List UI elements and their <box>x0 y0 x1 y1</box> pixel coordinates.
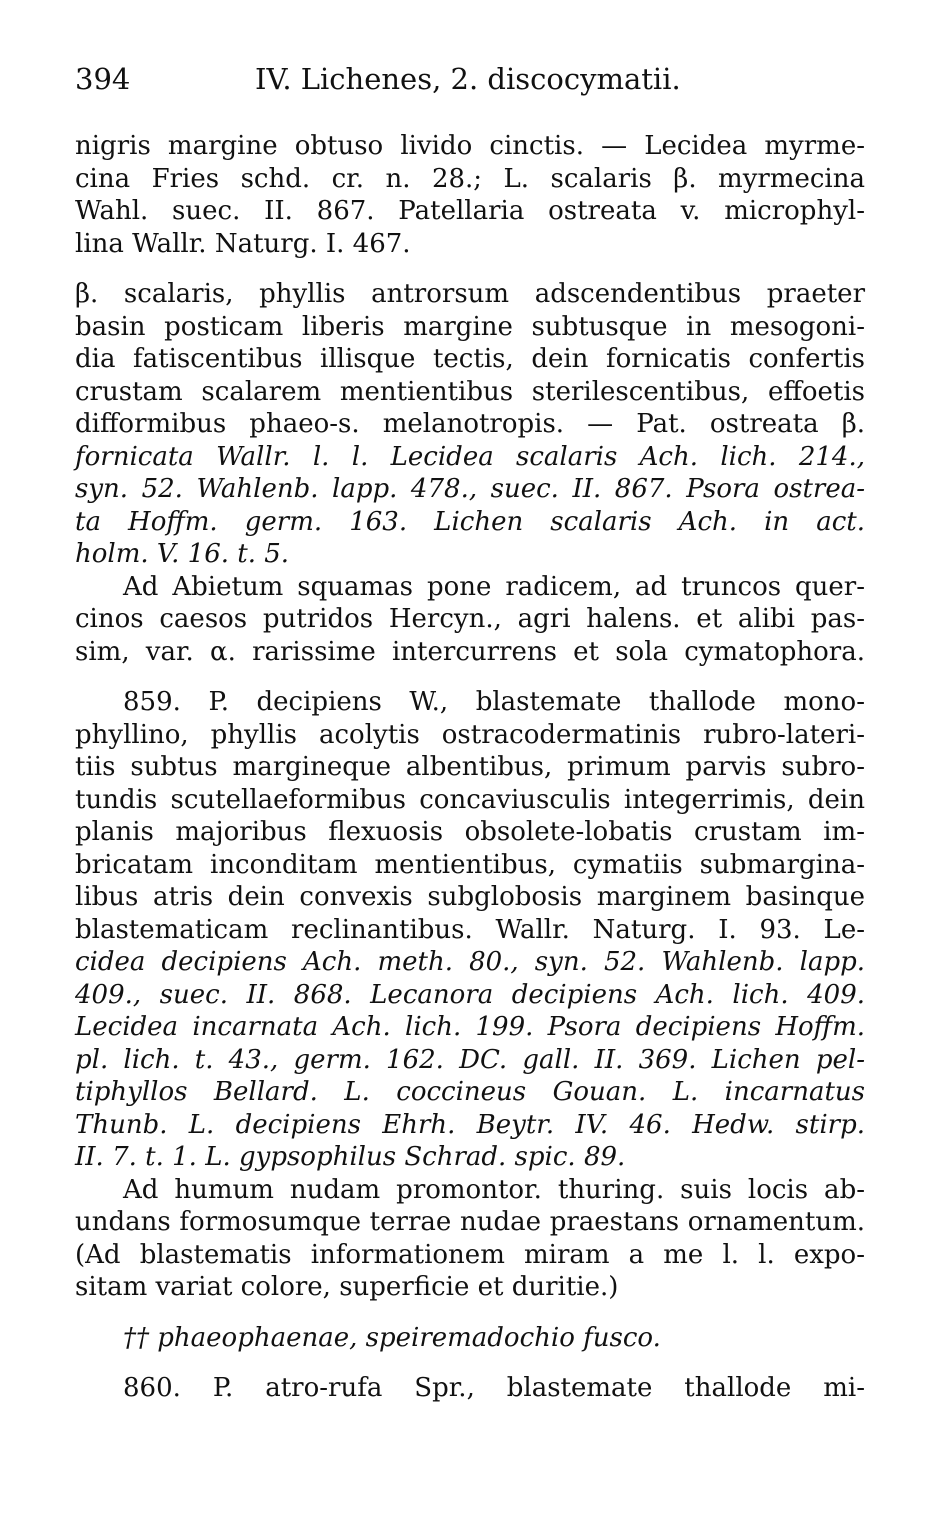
text-line: nigris margine obtuso livido cinctis. — Lecidea myrme- <box>75 131 865 161</box>
species-heading: 860. P. atro-rufa Spr., blastemate thallode mi- <box>123 1373 865 1403</box>
text-line: undans formosumque terrae nudae praestans ornamentum. <box>75 1207 865 1237</box>
text-line: bricatam inconditam mentientibus, cymatiis submargina- <box>75 849 865 880</box>
text-line: Lecidea incarnata Ach. lich. 199. Psora decipiens Hoffm. <box>75 1012 865 1042</box>
page-number: 394 <box>75 62 131 96</box>
text-line: tundis scutellaeformibus concaviusculis integerrimis, dein <box>75 784 865 815</box>
text-line: difformibus phaeo-s. melanotropis. — Pat. ostreata β. <box>75 409 865 439</box>
text-line: sim, var. α. rarissime intercurrens et sola cymatophora. <box>75 636 865 667</box>
text-line: ta Hoffm. germ. 163. Lichen scalaris Ach. in act. <box>75 506 865 537</box>
text-line: sitam variat colore, superficie et duritie.) <box>75 1272 619 1302</box>
text-line: dia fatiscentibus illisque tectis, dein fornicatis confertis <box>75 344 865 374</box>
text-line: pl. lich. t. 43., germ. 162. DC. gall. II. 369. Lichen pel- <box>75 1044 865 1075</box>
running-title: IV. Lichenes, 2. discocymatii. <box>255 62 681 96</box>
text-line: β. scalaris, phyllis antrorsum adscendentibus praeter <box>75 279 865 309</box>
text-line: (Ad blastematis informationem miram a me l. l. expo- <box>75 1239 865 1270</box>
text-line: basin posticam liberis margine subtusque in mesogoni- <box>75 311 865 342</box>
text-line: cidea decipiens Ach. meth. 80., syn. 52. Wahlenb. lapp. <box>75 947 865 977</box>
text-line: blastematicam reclinantibus. Wallr. Naturg. I. 93. Le- <box>75 914 865 945</box>
text-line: holm. V. 16. t. 5. <box>75 539 290 569</box>
body-text <box>75 130 865 1405</box>
species-heading: 859. P. decipiens W., blastemate thallode mono- <box>123 687 865 717</box>
text-line: lina Wallr. Naturg. I. 467. <box>75 228 411 259</box>
text-line: 409., suec. II. 868. Lecanora decipiens Ach. lich. 409. <box>75 979 865 1010</box>
page-header <box>75 62 865 102</box>
text-line: planis majoribus flexuosis obsolete-lobatis crustam im- <box>75 817 865 847</box>
text-line: tiis subtus margineque albentibus, primum parvis subro- <box>75 752 865 782</box>
text-line: libus atris dein convexis subglobosis marginem basinque <box>75 882 865 912</box>
text-line: Ad Abietum squamas pone radicem, ad truncos quer- <box>123 571 865 602</box>
text-line: Wahl. suec. II. 867. Patellaria ostreata v. microphyl- <box>75 196 865 226</box>
text-line: cina Fries schd. cr. n. 28.; L. scalaris β. myrmecina <box>75 163 865 194</box>
text-line: syn. 52. Wahlenb. lapp. 478., suec. II. 867. Psora ostrea- <box>75 474 865 504</box>
text-line: Thunb. L. decipiens Ehrh. Beytr. IV. 46. Hedw. stirp. <box>75 1109 865 1140</box>
text-line: II. 7. t. 1. L. gypsophilus Schrad. spic. 89. <box>75 1142 626 1172</box>
text-line: Ad humum nudam promontor. thuring. suis locis ab- <box>123 1174 865 1205</box>
text-line: crustam scalarem mentientibus sterilescentibus, effoetis <box>75 376 865 407</box>
section-heading: †† phaeophaenae, speiremadochio fusco. <box>123 1322 661 1353</box>
text-line: fornicata Wallr. l. l. Lecidea scalaris Ach. lich. 214., <box>75 441 865 472</box>
text-line: phyllino, phyllis acolytis ostracodermatinis rubro-lateri- <box>75 719 865 750</box>
text-line: tiphyllos Bellard. L. coccineus Gouan. L. incarnatus <box>75 1077 865 1107</box>
text-line: cinos caesos putridos Hercyn., agri halens. et alibi pas- <box>75 604 865 634</box>
